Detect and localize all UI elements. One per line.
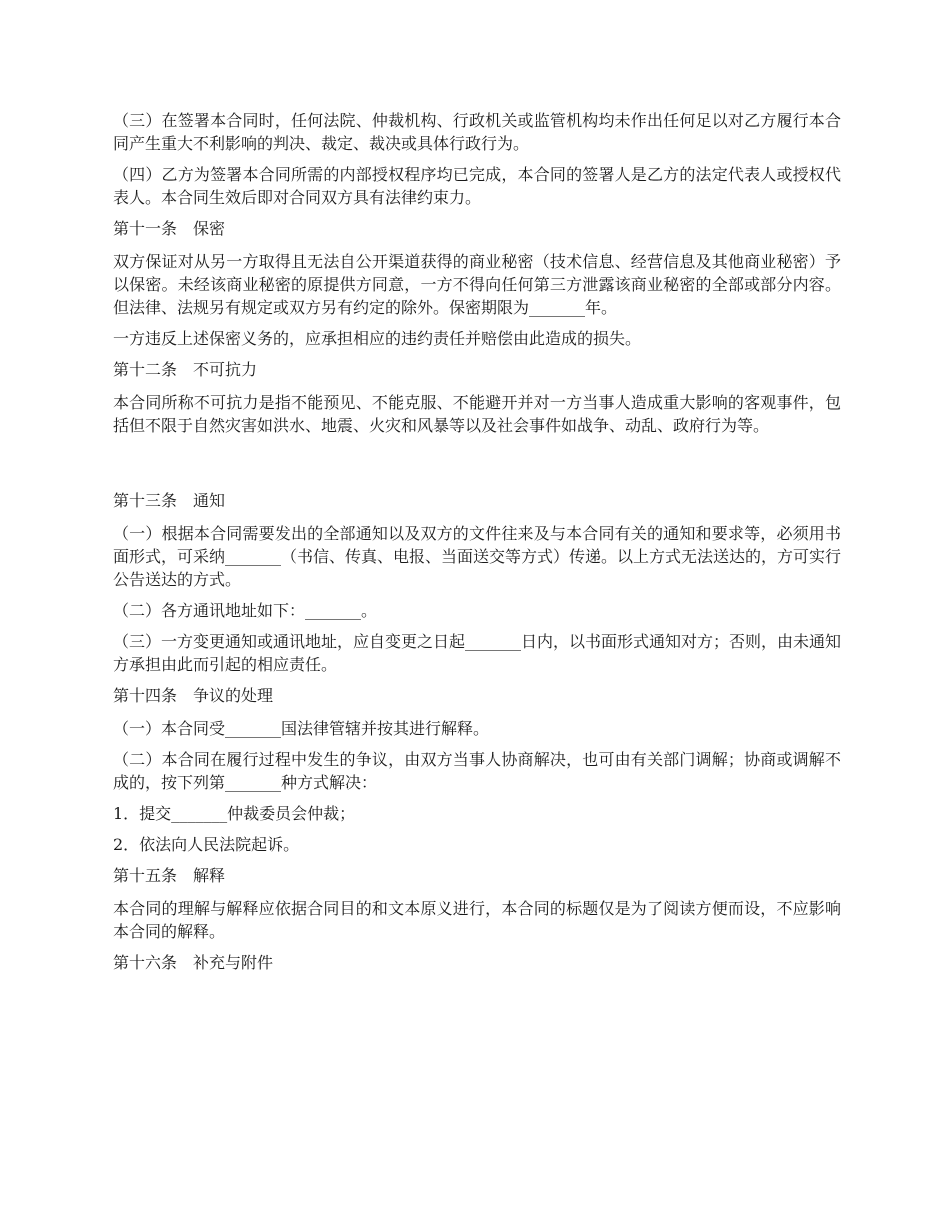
clause-12-heading: 第十二条 不可抗力	[113, 360, 258, 379]
clause-13-item-1: （一）根据本合同需要发出的全部通知以及双方的文件往来及与本合同有关的通知和要求等，必须用书面形式，可采纳_______（书信、传真、电报、当面送交等方式）传递。以上方式无法送达的，方可实行公告送达的方式。	[113, 524, 842, 589]
clause-15-paragraph-1: 本合同的理解与解释应依据合同目的和文本原义进行，本合同的标题仅是为了阅读方便而设，不应影响本合同的解释。	[113, 899, 841, 941]
clause-10-item-4: （四）乙方为签署本合同所需的内部授权程序均已完成，本合同的签署人是乙方的法定代表人或授权代表人。本合同生效后即对合同双方具有法律约束力。	[113, 165, 841, 207]
clause-15-heading: 第十五条 解释	[113, 866, 226, 885]
document-page	[113, 109, 841, 984]
clause-10-item-3: （三）在签署本合同时，任何法院、仲裁机构、行政机关或监管机构均未作出任何足以对乙方履行本合同产生重大不利影响的判决、裁定、裁决或具体行政行为。	[113, 111, 841, 153]
clause-13-item-2: （二）各方通讯地址如下：_______。	[113, 601, 378, 620]
clause-14-item-1: （一）本合同受_______国法律管辖并按其进行解释。	[113, 719, 490, 738]
clause-12-paragraph-1: 本合同所称不可抗力是指不能预见、不能克服、不能避开并对一方当事人造成重大影响的客观事件，包括但不限于自然灾害如洪水、地震、火灾和风暴等以及社会事件如战争、动乱、政府行为等。	[113, 393, 841, 435]
clause-13-heading: 第十三条 通知	[113, 491, 226, 510]
clause-11-heading: 第十一条 保密	[113, 219, 226, 238]
clause-11-paragraph-2: 一方违反上述保密义务的，应承担相应的违约责任并赔偿由此造成的损失。	[113, 329, 642, 348]
blank-spacer	[113, 445, 841, 485]
clause-11-paragraph-1: 双方保证对从另一方取得且无法自公开渠道获得的商业秘密（技术信息、经营信息及其他商业秘密）予以保密。未经该商业秘密的原提供方同意，一方不得向任何第三方泄露该商业秘密的全部或部分内容。但法律、法规另有规定或双方另有约定的除外。保密期限为_______年。	[113, 252, 841, 317]
clause-13-item-3: （三）一方变更通知或通讯地址，应自变更之日起_______日内，以书面形式通知对方；否则，由未通知方承担由此而引起的相应责任。	[113, 632, 842, 674]
clause-14-heading: 第十四条 争议的处理	[113, 686, 274, 705]
clause-14-option-1: 1．提交_______仲裁委员会仲裁；	[113, 804, 356, 823]
clause-14-option-2: 2．依法向人民法院起诉。	[113, 835, 300, 854]
clause-16-heading: 第十六条 补充与附件	[113, 953, 274, 972]
clause-14-item-2: （二）本合同在履行过程中发生的争议，由双方当事人协商解决，也可由有关部门调解；协商或调解不成的，按下列第_______种方式解决：	[113, 750, 841, 792]
